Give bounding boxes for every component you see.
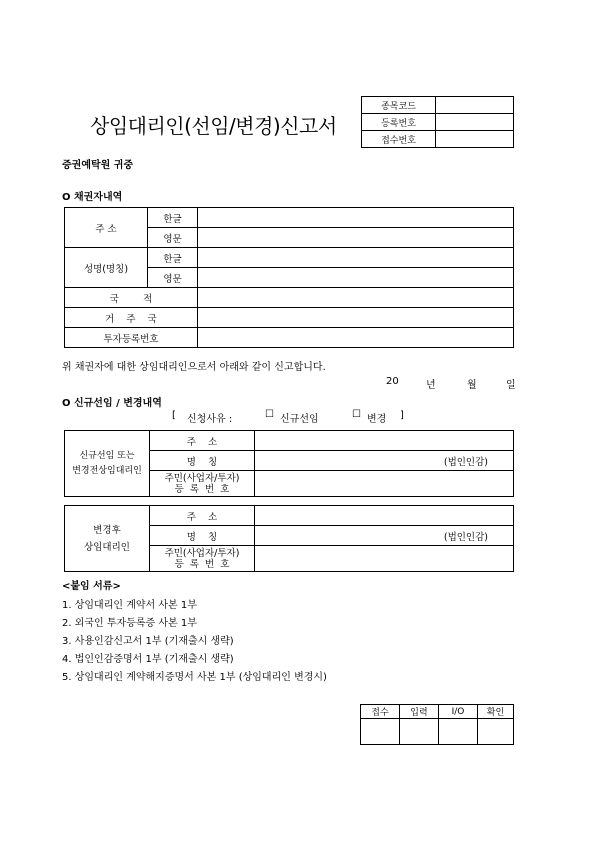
office-confirm-field[interactable] — [478, 719, 514, 745]
addressee: 증권예탁원 귀중 — [62, 160, 134, 171]
registration-number-label: 등록번호 — [362, 114, 436, 131]
attachments-heading: <붙임 서류> — [62, 581, 121, 592]
attachment-item: 1. 상임대리인 계약서 사본 1부 — [62, 600, 197, 611]
creditor-section-heading: O 채권자내역 — [62, 192, 123, 203]
agent-after-name-field[interactable] — [255, 526, 514, 546]
investor-reg-no-field[interactable] — [198, 328, 514, 348]
reason-label: 신청사유 : — [187, 414, 233, 425]
attachment-item: 2. 외국인 투자등록증 사본 1부 — [62, 618, 197, 629]
agent-before-table — [64, 430, 514, 497]
agent-after-reg-no-label — [150, 546, 255, 572]
agent-before-address-field[interactable] — [255, 431, 514, 451]
address-english-label: 영문 — [148, 228, 198, 248]
name-korean-field[interactable] — [198, 248, 514, 268]
date-year-label: 년 — [426, 380, 436, 391]
residence-label: 거 주 국 — [65, 308, 198, 328]
office-use-box — [360, 704, 514, 745]
agent-after-name-label: 명 칭 — [150, 526, 255, 546]
address-korean-field[interactable] — [198, 208, 514, 228]
date-day-label: 일 — [506, 380, 516, 391]
receipt-number-field[interactable] — [436, 131, 514, 148]
name-korean-label: 한글 — [148, 248, 198, 268]
agent-section-heading: O 신규선임 / 변경내역 — [62, 398, 162, 409]
receipt-number-label: 접수번호 — [362, 131, 436, 148]
date-month-label: 월 — [467, 380, 477, 391]
agent-after-address-field[interactable] — [255, 506, 514, 526]
document-title: 상임대리인(선임/변경)신고서 — [90, 114, 337, 138]
name-label: 성명(명칭) — [65, 248, 148, 288]
new-appointment-checkbox[interactable]: ☐ — [265, 409, 274, 420]
change-checkbox[interactable]: ☐ — [352, 409, 361, 420]
address-label: 주 소 — [65, 208, 148, 248]
reason-close-bracket: ] — [400, 410, 404, 421]
agent-before-reg-no-label — [150, 471, 255, 497]
agent-before-reg-no-label-line-1: 주민(사업자/투자) — [164, 472, 240, 484]
agent-after-label — [65, 506, 150, 572]
agent-after-address-label: 주 소 — [150, 506, 255, 526]
agent-before-label — [65, 431, 150, 497]
stock-code-label: 종목코드 — [362, 97, 436, 114]
registration-number-field[interactable] — [436, 114, 514, 131]
nationality-field[interactable] — [198, 288, 514, 308]
agent-before-name-label: 명 칭 — [150, 451, 255, 471]
agent-before-reg-no-field[interactable] — [255, 471, 514, 497]
residence-field[interactable] — [198, 308, 514, 328]
agent-after-label-line-1: 변경후 — [93, 524, 121, 536]
agent-before-reg-no-label-line-2: 등 록 번 호 — [174, 483, 230, 495]
agent-after-reg-no-field[interactable] — [255, 546, 514, 572]
reason-open-bracket: [ — [172, 410, 176, 421]
attachment-item: 4. 법인인감증명서 1부 (기재출시 생략) — [62, 654, 234, 665]
address-english-field[interactable] — [198, 228, 514, 248]
agent-before-name-field[interactable] — [255, 451, 514, 471]
office-header-input: 입력 — [400, 705, 439, 719]
agent-after-label-line-2: 상임대리인 — [84, 541, 130, 553]
declaration-text: 위 채권자에 대한 상임대리인으로서 아래와 같이 신고합니다. — [62, 362, 326, 373]
investor-reg-no-label: 투자등록번호 — [65, 328, 198, 348]
agent-after-reg-no-label-line-2: 등 록 번 호 — [174, 558, 230, 570]
attachment-item: 5. 상임대리인 계약해지증명서 사본 1부 (상임대리인 변경시) — [62, 672, 327, 683]
office-input-field[interactable] — [400, 719, 439, 745]
date-year-prefix: 20 — [386, 376, 399, 387]
code-box — [361, 96, 514, 148]
agent-after-reg-no-label-line-1: 주민(사업자/투자) — [164, 547, 240, 559]
name-english-label: 영문 — [148, 268, 198, 288]
office-header-confirm: 확인 — [478, 705, 514, 719]
address-korean-label: 한글 — [148, 208, 198, 228]
creditor-table — [64, 207, 514, 348]
agent-before-address-label: 주 소 — [150, 431, 255, 451]
agent-before-label-line-2: 변경전상임대리인 — [72, 465, 142, 476]
office-header-io: I/O — [439, 705, 478, 719]
name-english-field[interactable] — [198, 268, 514, 288]
agent-before-label-line-1: 신규선임 또는 — [79, 450, 135, 461]
office-receipt-field[interactable] — [361, 719, 400, 745]
new-appointment-label: 신규선임 — [280, 414, 319, 425]
office-header-receipt: 접수 — [361, 705, 400, 719]
attachment-item: 3. 사용인감신고서 1부 (기재출시 생략) — [62, 636, 234, 647]
change-label: 변경 — [367, 414, 387, 425]
nationality-label: 국 적 — [65, 288, 198, 308]
agent-before-seal-label: (법인인감) — [443, 456, 488, 468]
agent-after-table — [64, 505, 514, 572]
office-io-field[interactable] — [439, 719, 478, 745]
stock-code-field[interactable] — [436, 97, 514, 114]
agent-after-seal-label: (법인인감) — [443, 531, 488, 543]
